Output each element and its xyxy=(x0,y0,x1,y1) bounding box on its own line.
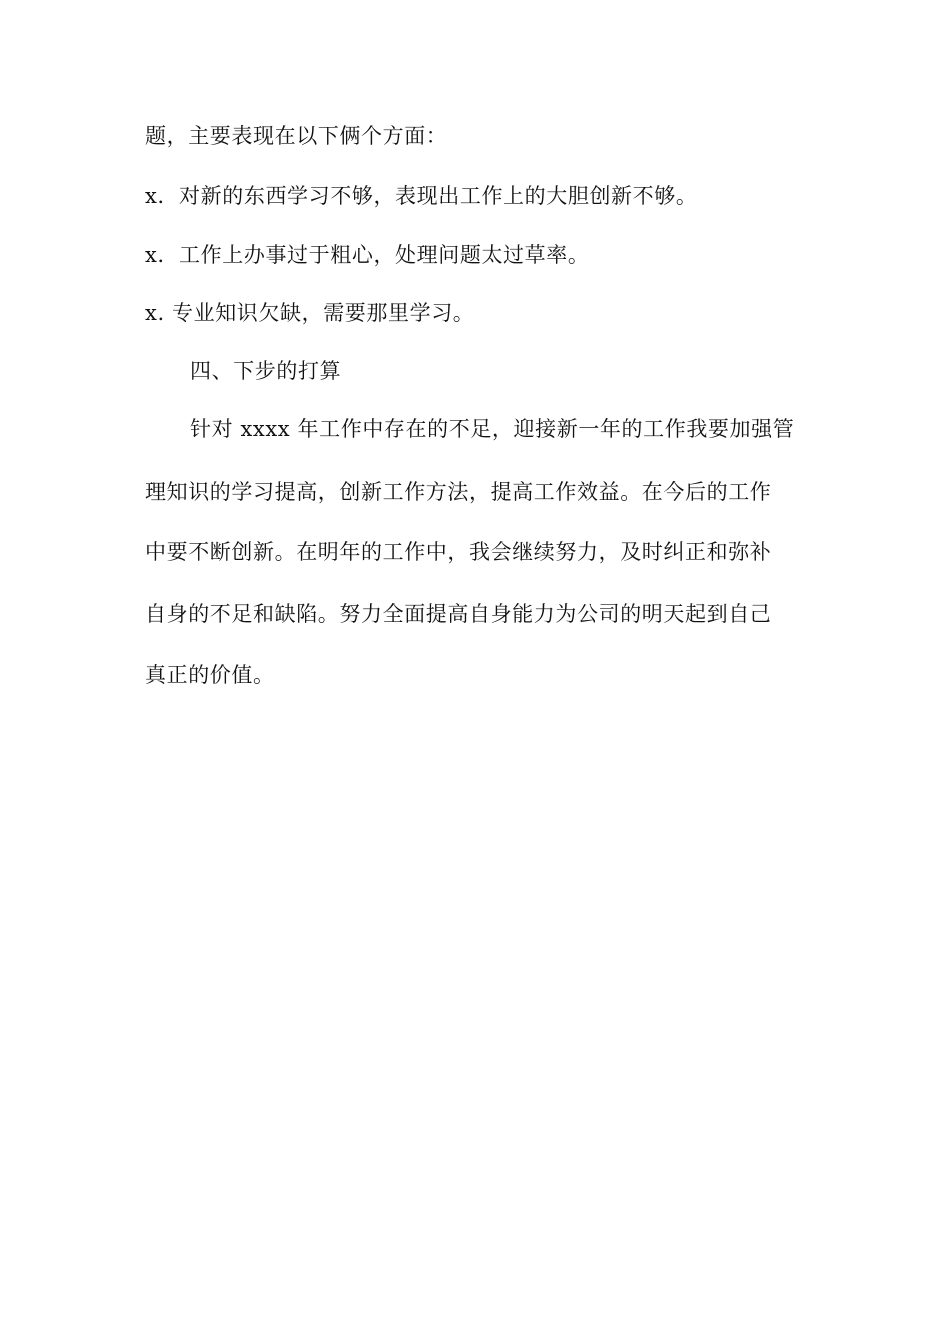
list-item-1: x．对新的东西学习不够，表现出工作上的大胆创新不够。 xyxy=(145,184,698,208)
paragraph-line-2: 理知识的学习提高，创新工作方法，提高工作效益。在今后的工作 xyxy=(145,480,772,504)
paragraph-line-5: 真正的价值。 xyxy=(145,663,275,687)
list-item-3: x. 专业知识欠缺，需要那里学习。 xyxy=(145,301,475,325)
paragraph-line-1: 针对 xxxx 年工作中存在的不足，迎接新一年的工作我要加强管 xyxy=(190,417,795,441)
list-item-2: x．工作上办事过于粗心，处理问题太过草率。 xyxy=(145,243,590,267)
paragraph-line-4: 自身的不足和缺陷。努力全面提高自身能力为公司的明天起到自己 xyxy=(145,602,772,626)
section-heading: 四、下步的打算 xyxy=(190,359,342,383)
text-line-continuation: 题，主要表现在以下俩个方面： xyxy=(145,124,448,148)
paragraph-line-3: 中要不断创新。在明年的工作中，我会继续努力，及时纠正和弥补 xyxy=(145,540,772,564)
